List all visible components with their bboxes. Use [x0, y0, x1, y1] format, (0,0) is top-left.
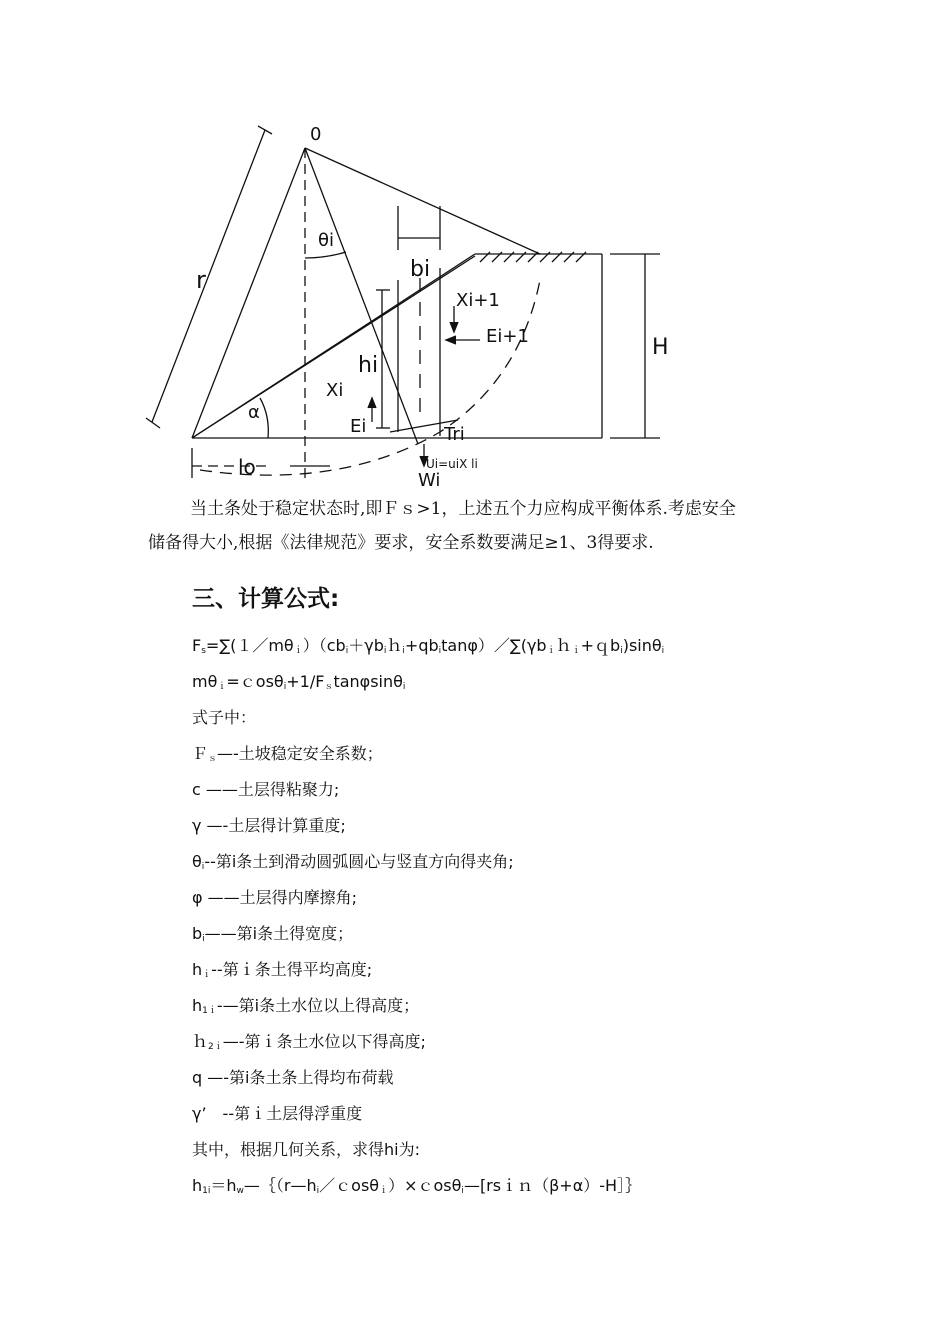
section-heading: 三、计算公式: [192, 586, 340, 612]
definition-fs: Ｆ$_s$—-土坡稳定安全系数； [192, 744, 383, 764]
t-label: Tri [444, 424, 465, 445]
formula-h1: $h_{1i}=h_w—\{(r—h_i/cos\theta_i)\times cos\theta_i—[rsin(\beta+\alpha)-H]\}$ [192, 1176, 642, 1196]
definition-c: c ——土层得粘聚力; [192, 780, 340, 799]
definition-theta: $\theta_i--$第i条土到滑动圆弧圆心与竖直方向得夹角; [192, 852, 514, 872]
definitions-intro: 式子中： [192, 708, 257, 727]
slice-radius-line [305, 148, 418, 444]
alpha-label: α [248, 402, 260, 423]
x-i-label: Xi [326, 380, 344, 401]
w-label: Wi [418, 470, 441, 491]
height-total-label: H [652, 335, 669, 360]
paragraph-line-2: 储备得大小,根据《法律规范》要求，安全系数要满足≥1、3得要求. [148, 533, 654, 553]
theta-label: θi [318, 230, 335, 251]
height-slice-label: hi [358, 353, 379, 378]
e-next-label: Ei+1 [486, 326, 529, 347]
radius-label: r [196, 266, 206, 294]
definition-h1: $h_{1i}-—$第i条土水位以上得高度； [192, 996, 420, 1016]
definition-phi: φ ——土层得内摩擦角; [192, 888, 358, 907]
formula-block [192, 628, 872, 1204]
formula-fs: $F_s=\sum(1/m\theta_i)(cb_i+\gamma b_ih_i+qb_i\tan\varphi)/\sum(\gamma b_ih_i+qb_i)\sin\theta_i$ [192, 636, 665, 656]
definition-q: q —-第i条土条上得均布荷载 [192, 1068, 394, 1087]
radius-dimension-line [152, 130, 265, 422]
formula-mtheta: $m\theta_i=cos\theta_i+1/F_s\tan\varphi\sin\theta_i$ [192, 672, 406, 692]
e-i-label: Ei [350, 416, 367, 437]
paragraph-line-1: 当土条处于稳定状态时,即Ｆｓ>1，上述五个力应构成平衡体系.考虑安全 [190, 499, 736, 519]
stability-paragraph [148, 492, 808, 560]
definition-gamma: γ —-土层得计算重度; [192, 816, 346, 835]
x-next-label: Xi+1 [456, 290, 500, 311]
definition-b: $b_i——$第i条土得宽度； [192, 924, 354, 944]
geometry-intro: 其中，根据几何关系，求得hi为: [192, 1140, 420, 1159]
definition-h: $h_i--$第ｉ条土得平均高度; [192, 960, 373, 980]
origin-label: 0 [310, 124, 322, 145]
definition-gamma-prime: γ’ --第ｉ土层得浮重度 [192, 1104, 363, 1123]
definition-h2: ｈ$_{2i}$—-第ｉ条土水位以下得高度; [192, 1032, 426, 1052]
slope-surface [192, 254, 475, 438]
u-label: Ui=uiX li [426, 457, 478, 471]
slope-stability-diagram [140, 110, 669, 491]
width-label: bi [410, 257, 431, 282]
lo-label: lo [238, 455, 256, 479]
left-chord [192, 148, 305, 438]
